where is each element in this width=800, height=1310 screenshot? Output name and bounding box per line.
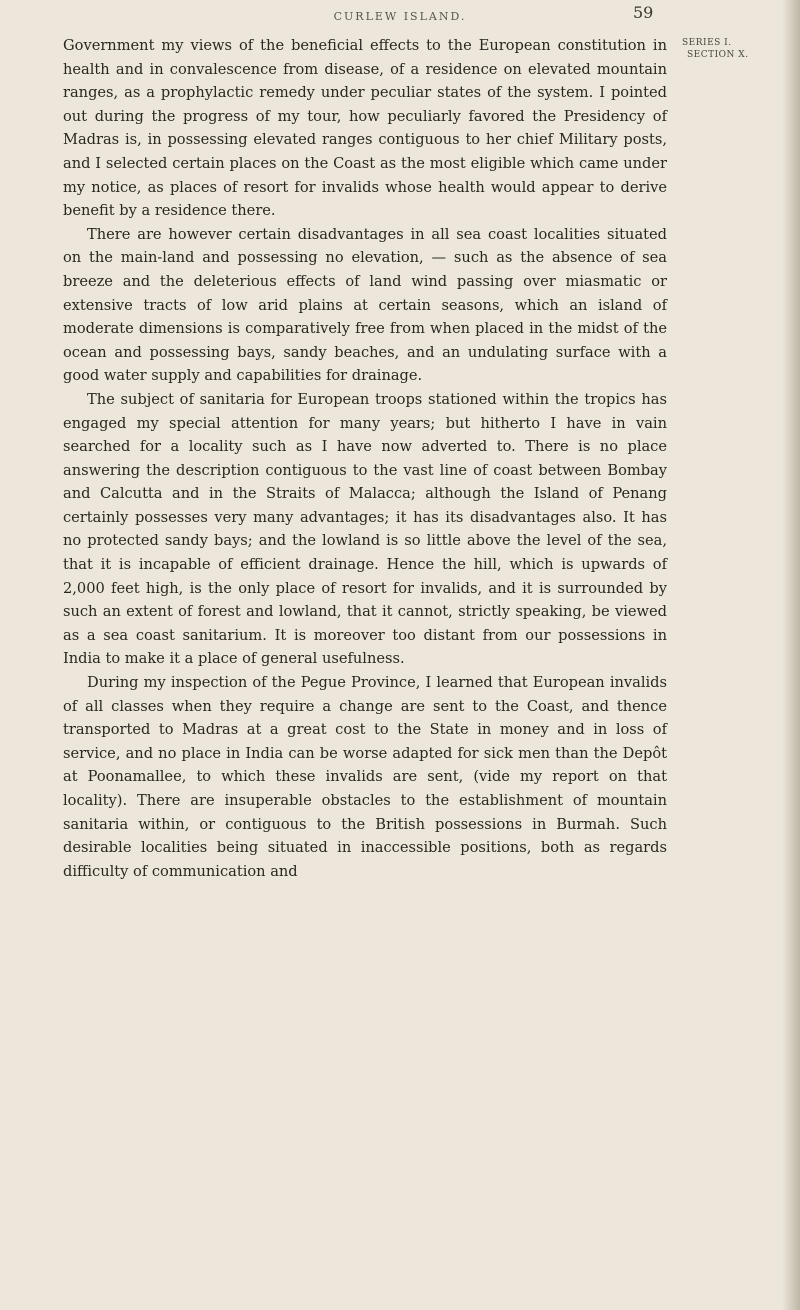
paragraph: During my inspection of the Pegue Province, I learned that European invalids of all classes when they require a change are sent to the Coast, and thence transported to Madras at a great cost to the State in money and in loss of service, and no place in India can be worse adapted for sick men than the Depôt at Poonamallee, to which these invalids are sent, (vide my report on that locality). There are insuperable obstacles to the establishment of mountain sanitaria within, or contiguous to the British possessions in Burmah. Such desirable localities being situated in inaccessible positions, both as regards difficulty of communication and <box>63 674 667 880</box>
margin-note <box>682 37 762 61</box>
paragraph: There are however certain disadvantages in all sea coast localities situated on the main-land and possessing no elevation, — such as the absence of sea breeze and the deleterious effects of land wind passing over miasmatic or extensive tracts of low arid plains at certain seasons, which an island of moderate dimensions is comparatively free from when placed in the midst of the ocean and possessing bays, sandy beaches, and an undulating surface with a good water supply and capabilities for drainage. <box>63 225 667 385</box>
body-text <box>63 34 667 883</box>
section-label: SECTION X. <box>687 50 749 60</box>
page-number: 59 <box>633 3 654 22</box>
paragraph: The subject of sanitaria for European troops stationed within the tropics has engaged my special attention for many years; but hitherto I have in vain searched for a locality such as I have now adverted to. There is no place answering the description contiguous to the vast line of coast between Bombay and Calcutta and in the Straits of Malacca; although the Island of Penang certainly possesses very many advantages; it has its disadvantages also. It has no protected sandy bays; and the lowland is so little above the level of the sea, that it is incapable of efficient drainage. Hence the hill, which is upwards of 2,000 feet high, is the only place of resort for invalids, and it is surrounded by such an extent of forest and lowland, that it cannot, strictly speaking, be viewed as a sea coast sanitarium. It is moreover too distant from our possessions in India to make it a place of general usefulness. <box>63 390 667 668</box>
series-label: SERIES I. <box>682 38 732 48</box>
page-edge-shadow <box>782 0 800 1310</box>
paragraph-continued: Government my views of the beneficial effects to the European constitution in health and in convalescence from disease, of a residence on elevated mountain ranges, as a prophylactic remedy under peculiar states of the system. I pointed out during the progress of my tour, how peculiarly favored the Presidency of Madras is, in possessing elevated ranges contiguous to her chief Military posts, and I selected certain places on the Coast as the most eligible which came under my notice, as places of resort for invalids whose health would appear to derive benefit by a residence there. <box>63 37 667 220</box>
running-title: CURLEW ISLAND. <box>333 10 467 23</box>
